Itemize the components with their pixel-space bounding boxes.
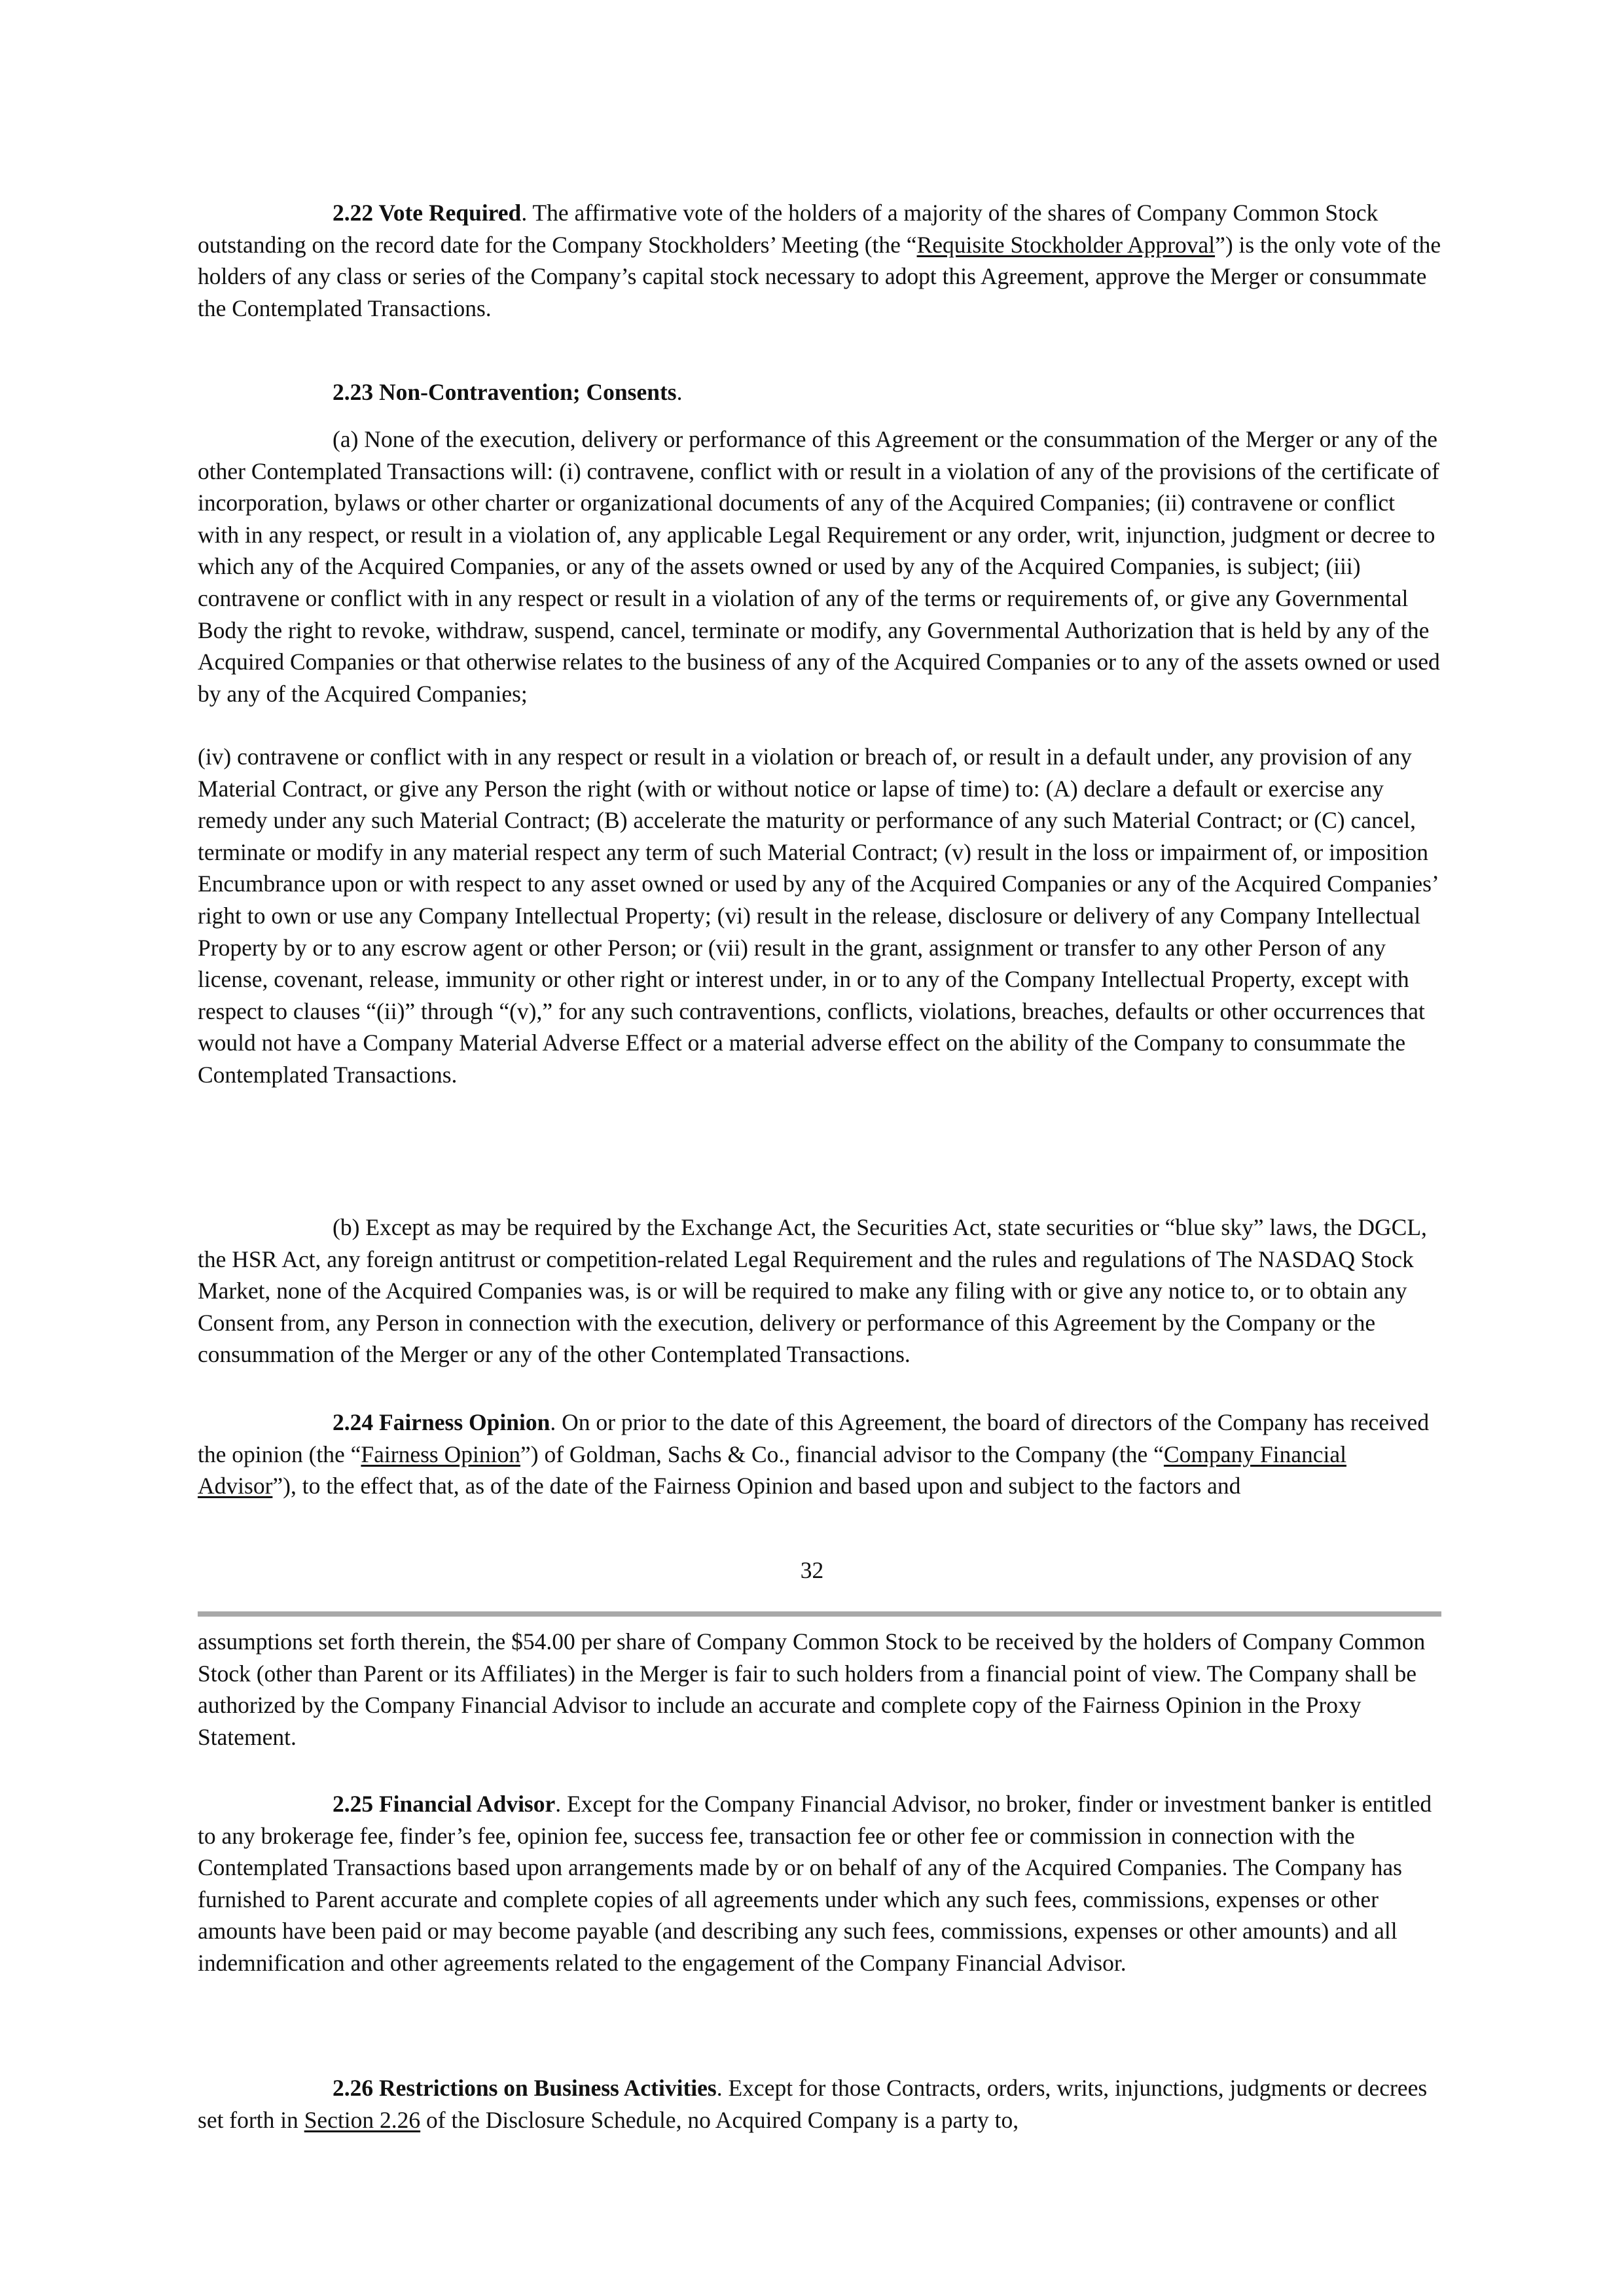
page-break-divider (198, 1611, 1441, 1617)
page-number: 32 (800, 1557, 824, 1583)
section-2-24-paragraph (198, 1407, 1441, 1502)
section-2-22-text-end: ”) is the only vote of the holders of any class or series of the Company’s capital stock necessary to adopt this Agreement, approve the Merger or consummate the Contemplated Transactions. (198, 231, 1441, 321)
section-2-24-text: . On or prior to the date of this Agreement, the board of directors of the Company has received the opinion (the “ (198, 1409, 1430, 1467)
section-2-25-heading: 2.25 Financial Advisor (333, 1791, 556, 1817)
section-2-26-text: . Except for those Contracts, orders, writs, injunctions, judgments or decrees set forth in (198, 2075, 1428, 2133)
section-2-22-paragraph (198, 197, 1441, 324)
section-2-24-heading: 2.24 Fairness Opinion (333, 1409, 550, 1435)
section-2-24-text-mid: ”) of Goldman, Sachs & Co., financial advisor to the Company (the “ (520, 1441, 1164, 1467)
section-2-25-text: . Except for the Company Financial Advisor, no broker, finder or investment banker is entitled to any brokerage fee, finder’s fee, opinion fee, success fee, transaction fee or other fee or commission in connection with the Contemplated Transactions based upon arrangements made by or on behalf of any of the Acquired Companies. The Company has furnished to Parent accurate and complete copies of all agreements under which any such fees, commissions, expenses or other amounts have been paid or may become payable (and describing any such fees, commissions, expenses or other amounts) and all indemnification and other agreements related to the engagement of the Company Financial Advisor. (198, 1791, 1432, 1976)
section-2-23-heading: 2.23 Non-Contravention; Consents (333, 379, 677, 405)
section-2-23-paragraph-a-continued: (iv) contravene or conflict with in any respect or result in a violation or breach of, or result in a default under, any provision of any Material Contract, or give any Person the right (with or without notice or lapse of time) to: (A) declare a default or exercise any remedy under any such Material Contract; (B) accelerate the maturity or performance of any such Material Contract; or (C) cancel, terminate or modify in any material respect any term of such Material Contract; (v) result in the loss or impairment of, or imposition Encumbrance upon or with respect to any asset owned or used by any of the Acquired Companies or any of the Acquired Companies’ right to own or use any Company Intellectual Property; (vi) result in the release, disclosure or delivery of any Company Intellectual Property by or to any escrow agent or other Person; or (vii) result in the grant, assignment or transfer to any other Person of any license, covenant, release, immunity or other right or interest under, in or to any of the Company Intellectual Property, except with respect to clauses “(ii)” through “(v),” for any such contraventions, conflicts, violations, breaches, defaults or other occurrences that would not have a Company Material Adverse Effect or a material adverse effect on the ability of the Company to consummate the Contemplated Transactions. (198, 744, 1438, 1088)
defined-term-requisite-stockholder-approval: Requisite Stockholder Approval (916, 231, 1216, 258)
section-2-26-heading: 2.26 Restrictions on Business Activities (333, 2075, 717, 2101)
cross-reference-section-2-26: Section 2.26 (304, 2106, 421, 2133)
section-2-24-continuation: assumptions set forth therein, the $54.00 per share of Company Common Stock to be received by the holders of Company Common Stock (other than Parent or its Affiliates) in the Merger is fair to such holders from a financial point of view. The Company shall be authorized by the Company Financial Advisor to include an accurate and complete copy of the Fairness Opinion in the Proxy Statement. (198, 1628, 1426, 1750)
section-2-22-heading: 2.22 Vote Required (333, 200, 522, 226)
section-2-23-paragraph-b: (b) Except as may be required by the Exchange Act, the Securities Act, state securities or “blue sky” laws, the DGCL, the HSR Act, any foreign antitrust or competition-related Legal Requirement and the rules and regulations of The NASDAQ Stock Market, none of the Acquired Companies was, is or will be required to make any filing with or give any notice to, or to obtain any Consent from, any Person in connection with the execution, delivery or performance of this Agreement by the Company or the consummation of the Merger or any of the other Contemplated Transactions. (198, 1214, 1427, 1368)
section-2-23-paragraph-a: (a) None of the execution, delivery or performance of this Agreement or the consummation of the Merger or any of the other Contemplated Transactions will: (i) contravene, conflict with or result in a violation of any of the provisions of the certificate of incorporation, bylaws or other charter or organizational documents of any of the Acquired Companies; (ii) contravene or conflict with in any respect, or result in a violation of, any applicable Legal Requirement or any order, writ, injunction, judgment or decree to which any of the Acquired Companies, or any of the assets owned or used by any of the Acquired Companies, is subject; (iii) contravene or conflict with in any respect or result in a violation of any of the terms or requirements of, or give any Governmental Body the right to revoke, withdraw, suspend, cancel, terminate or modify, any Governmental Authorization that is held by any of the Acquired Companies or that otherwise relates to the business of any of the Acquired Companies or to any of the assets owned or used by any of the Acquired Companies; (198, 426, 1440, 707)
defined-term-company-financial-advisor: Company Financial Advisor (198, 1441, 1346, 1499)
section-2-25-paragraph (198, 1788, 1441, 1979)
defined-term-fairness-opinion: Fairness Opinion (361, 1441, 520, 1467)
section-2-23-heading-line (333, 376, 683, 408)
section-2-22-text: . The affirmative vote of the holders of a majority of the shares of Company Common Stock outstanding on the record date for the Company Stockholders’ Meeting (the “ (198, 200, 1379, 258)
section-2-23-heading-period: . (676, 379, 683, 405)
section-2-26-paragraph (198, 2072, 1441, 2136)
section-2-26-text-end: of the Disclosure Schedule, no Acquired Company is a party to, (420, 2106, 1019, 2133)
section-2-24-text-end: ”), to the effect that, as of the date of the Fairness Opinion and based upon and subject to the factors and (272, 1473, 1241, 1499)
